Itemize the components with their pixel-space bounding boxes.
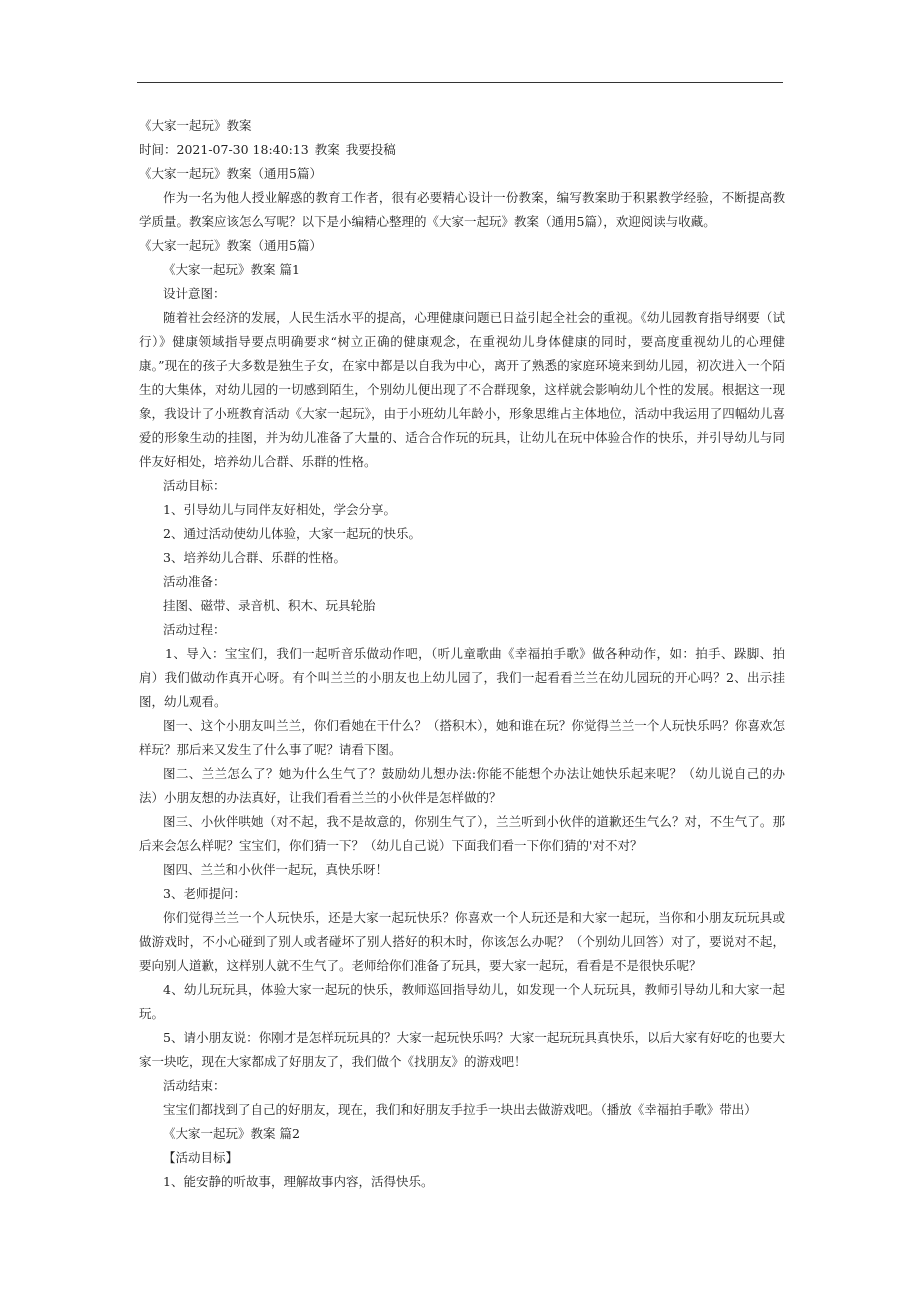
- section2-heading: 《大家一起玩》教案 篇2: [163, 1126, 300, 1141]
- section2-goals-label: 【活动目标】: [163, 1150, 239, 1165]
- doc-meta: [139, 138, 785, 162]
- prep-label: 活动准备：: [163, 574, 226, 589]
- design-paragraph: 随着社会经济的发展，人民生活水平的提高，心理健康问题已日益引起全社会的重视。《幼儿园教育指导纲要（试行）》健康领域指导要点明确要求“树立正确的健康观念，在重视幼儿身体健康的同时，要高度重视幼儿的心理健康。”现在的孩子大多数是独生子女，在家中都是以自我为中心，离开了熟悉的家庭环境来到幼儿园，初次进入一个陌生的大集体，对幼儿园的一切感到陌生，个别幼儿便出现了不合群现象，这样就会影响幼儿个性的发展。根据这一现象，我设计了小班教育活动《大家一起玩》，由于小班幼儿年龄小，形象思维占主体地位，活动中我运用了四幅幼儿喜爱的形象生动的挂图，并为幼儿准备了大量的、适合合作玩的玩具，让幼儿在玩中体验合作的快乐，并引导幼儿与同伴友好相处，培养幼儿合群、乐群的性格。: [139, 310, 785, 469]
- process-step-3-paragraph: 你们觉得兰兰一个人玩快乐，还是大家一起玩快乐？你喜欢一个人玩还是和大家一起玩，当你和小朋友玩玩具或做游戏时，不小心碰到了别人或者碰坏了别人搭好的积木时，你该怎么办呢？（个别幼儿回答）对了，要说对不起，要向别人道歉，这样别人就不生气了。老师给你们准备了玩具，要大家一起玩，看看是不是很快乐呢？: [139, 910, 785, 973]
- goal-item: 3、培养幼儿合群、乐群的性格。: [163, 550, 346, 565]
- process-step-1: 1、导入：宝宝们，我们一起听音乐做动作吧，（听儿童歌曲《幸福拍手歌》做各种动作，如：拍手、跺脚、拍肩）我们做动作真开心呀。有个叫兰兰的小朋友也上幼儿园了，我们一起看看兰兰在幼儿园玩的开心吗？2、出示挂图，幼儿观看。: [139, 646, 785, 709]
- meta-submit-link[interactable]: 我要投稿: [345, 142, 396, 157]
- picture-2-paragraph: 图二、兰兰怎么了？她为什么生气了？鼓励幼儿想办法:你能不能想个办法让她快乐起来呢？（幼儿说自己的办法）小朋友想的办法真好，让我们看看兰兰的小伙伴是怎样做的？: [139, 766, 785, 805]
- process-label: 活动过程：: [163, 622, 226, 637]
- goal-item: 2、通过活动使幼儿体验，大家一起玩的快乐。: [163, 526, 421, 541]
- end-label: 活动结束：: [163, 1078, 226, 1093]
- process-step-4: 4、幼儿玩玩具，体验大家一起玩的快乐，教师巡回指导幼儿，如发现一个人玩玩具，教师引导幼儿和大家一起玩。: [139, 982, 785, 1021]
- design-label: 设计意图：: [163, 286, 226, 301]
- section1-heading: 《大家一起玩》教案 篇1: [163, 262, 300, 277]
- meta-category-link[interactable]: 教案: [314, 142, 340, 157]
- process-step-3-label: 3、老师提问：: [163, 886, 246, 901]
- goals-label: 活动目标：: [163, 478, 226, 493]
- picture-1-paragraph: 图一、这个小朋友叫兰兰，你们看她在干什么？（搭积木），她和谁在玩？你觉得兰兰一个人玩快乐吗？你喜欢怎样玩？那后来又发生了什么事了呢？请看下图。: [139, 718, 785, 757]
- picture-4-paragraph: 图四、兰兰和小伙伴一起玩，真快乐呀！: [163, 862, 389, 877]
- meta-label: 时间：: [139, 142, 177, 157]
- intro-subtitle: 《大家一起玩》教案（通用5篇）: [139, 166, 322, 181]
- process-step-5: 5、请小朋友说：你刚才是怎样玩玩具的？大家一起玩快乐吗？大家一起玩玩具真快乐，以后大家有好吃的也要大家一块吃，现在大家都成了好朋友了，我们做个《找朋友》的游戏吧！: [139, 1030, 785, 1069]
- section2-goal-item: 1、能安静的听故事，理解故事内容，活得快乐。: [163, 1174, 434, 1189]
- document-body: [139, 114, 785, 1194]
- prep-items: 挂图、磁带、录音机、积木、玩具轮胎: [163, 598, 376, 613]
- meta-datetime: 2021-07-30 18:40:13: [176, 142, 309, 157]
- picture-3-paragraph: 图三、小伙伴哄她（对不起，我不是故意的，你别生气了），兰兰听到小伙伴的道歉还生气么？对，不生气了。那后来会怎么样呢？宝宝们，你们猜一下？（幼儿自己说）下面我们看一下你们猜的'对不对？: [139, 814, 785, 853]
- header-divider: [137, 82, 783, 83]
- doc-title: 《大家一起玩》教案: [139, 118, 252, 133]
- goal-item: 1、引导幼儿与同伴友好相处，学会分享。: [163, 502, 396, 517]
- end-paragraph: 宝宝们都找到了自己的好朋友，现在，我们和好朋友手拉手一块出去做游戏吧。（播放《幸福拍手歌》带出）: [163, 1102, 757, 1117]
- intro-subtitle-repeat: 《大家一起玩》教案（通用5篇）: [139, 238, 322, 253]
- intro-paragraph: 作为一名为他人授业解惑的教育工作者，很有必要精心设计一份教案，编写教案助于积累教学经验，不断提高教学质量。教案应该怎么写呢？以下是小编精心整理的《大家一起玩》教案（通用5篇），欢迎阅读与收藏。: [139, 190, 785, 229]
